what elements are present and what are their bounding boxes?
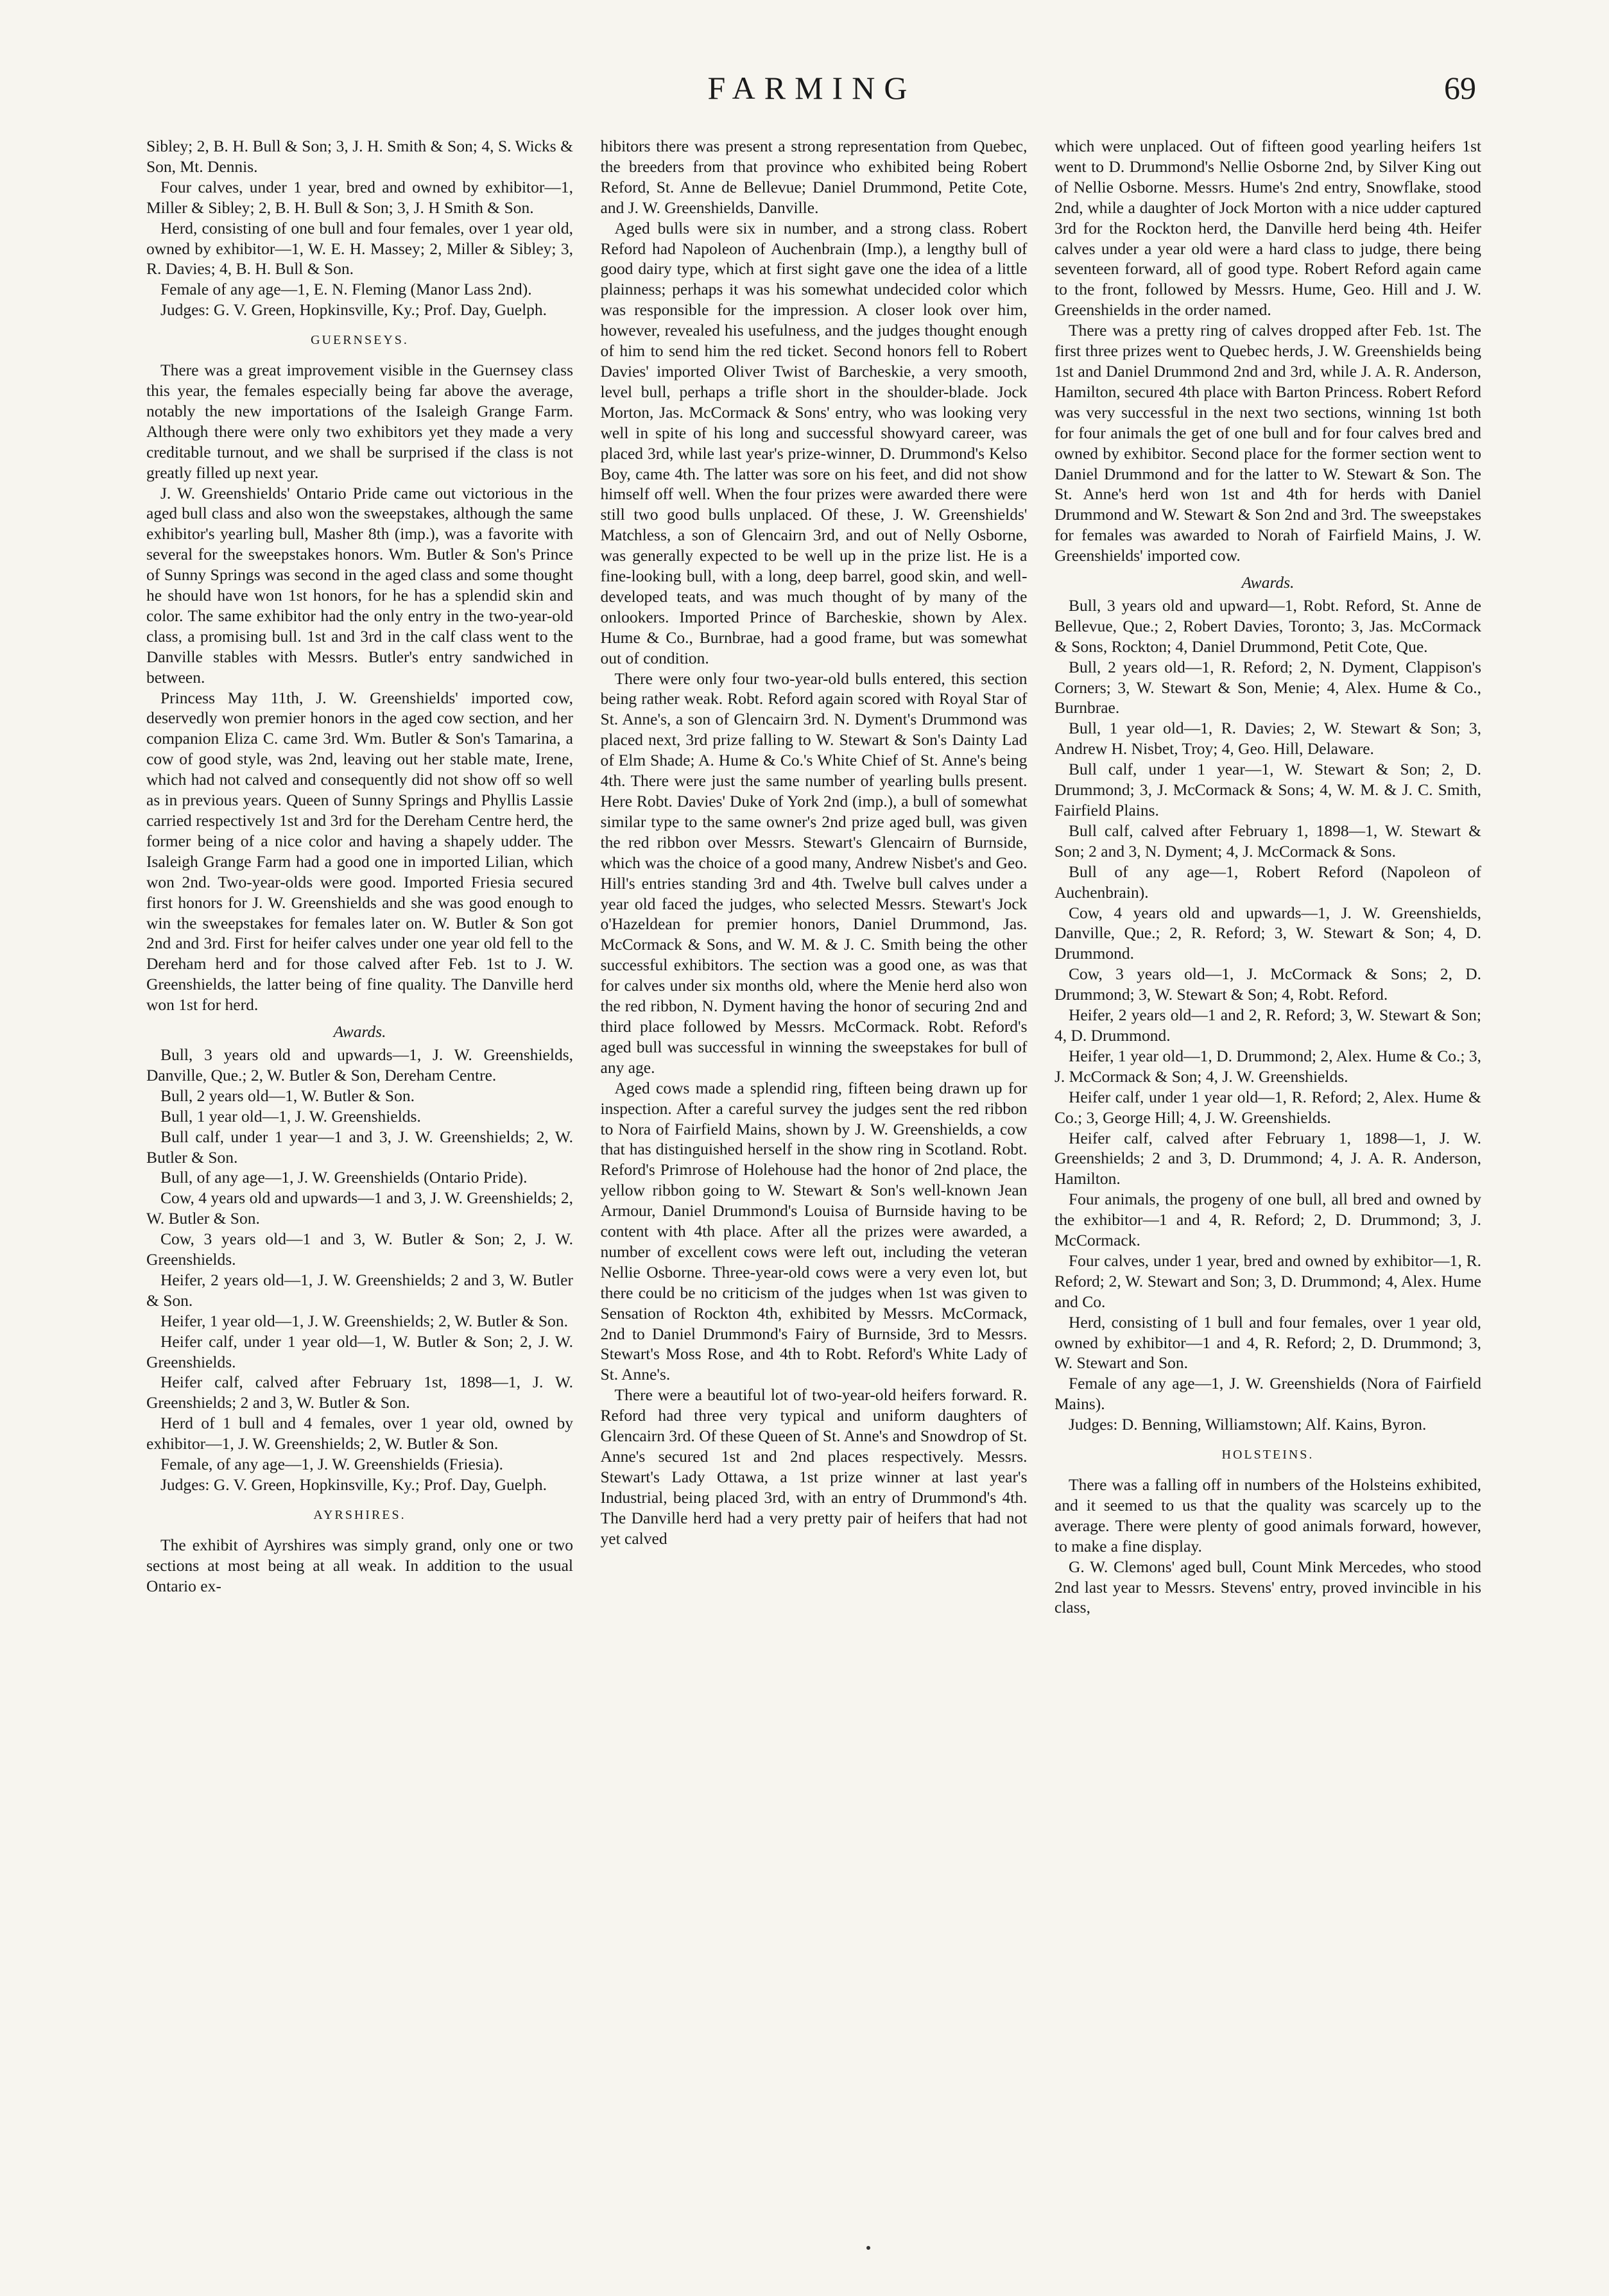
paragraph: Cow, 3 years old—1 and 3, W. Butler & Son; 2, J. W. Greenshields. xyxy=(146,1229,573,1269)
page-number: 69 xyxy=(1444,70,1476,106)
paragraph: Heifer calf, calved after February 1st, 1898—1, J. W. Greenshields; 2 and 3, W. Butler & Son. xyxy=(146,1373,573,1412)
paragraph: Heifer calf, under 1 year old—1, W. Butler & Son; 2, J. W. Greenshields. xyxy=(146,1332,573,1371)
section-heading: HOLSTEINS. xyxy=(1221,1448,1314,1462)
column-left xyxy=(146,136,573,2209)
paragraph: Bull calf, under 1 year—1, W. Stewart & Son; 2, D. Drummond; 3, J. McCormack & Sons; 4, W. M. & J. C. Smith, Fairfield Plains. xyxy=(1054,760,1481,819)
paragraph: Four calves, under 1 year, bred and owned by exhibitor—1, R. Reford; 2, W. Stewart and Son; 3, D. Drummond; 4, Alex. Hume and Co. xyxy=(1054,1251,1481,1311)
paragraph: Princess May 11th, J. W. Greenshields' imported cow, deservedly won premier honors in the aged cow section, and her companion Eliza C. came 3rd. Wm. Butler & Son's Tamarina, a cow of good style, was 2nd, leaving out her stable mate, Irene, which had not calved and consequently did not show off so well as in previous years. Queen of Sunny Springs and Phyllis Lassie carried respectively 1st and 3rd for the Dereham Centre herd, the former being of a nice color and having a shapely udder. The Isaleigh Grange Farm had a good one in imported Lilian, which won 2nd. Two-year-olds were good. Imported Friesia secured first honors for J. W. Greenshields and she was good enough to win the sweepstakes for females later on. W. Butler & Son got 2nd and 3rd. First for heifer calves under one year old fell to the Dereham herd and for those calved after Feb. 1st to J. W. Greenshields, the latter being of fine quality. The Danville herd won 1st for herd. xyxy=(146,688,573,1015)
paragraph: There was a pretty ring of calves dropped after Feb. 1st. The first three prizes went to Quebec herds, J. W. Greenshields being 1st and Daniel Drummond 2nd and 3rd, while J. A. R. Anderson, Hamilton, secured 4th place with Barton Princess. Robert Reford was very successful in the next two sections, winning 1st both for four animals the get of one bull and for four calves bred and owned by exhibitor. Second place for the former section went to Daniel Drummond and for the latter to W. Stewart & Son. The St. Anne's herd won 1st and 4th for herds with Daniel Drummond and W. Stewart & Son 2nd and 3rd. The sweepstakes for females was awarded to Norah of Fairfield Mains, J. W. Greenshields' imported cow. xyxy=(1054,321,1481,565)
paragraph: Female of any age—1, E. N. Fleming (Manor Lass 2nd). xyxy=(160,280,532,299)
paragraph: Herd, consisting of 1 bull and four females, over 1 year old, owned by exhibitor—1 and 4, R. Reford; 2, D. Drummond; 3, W. Stewart and Son. xyxy=(1054,1312,1481,1373)
paragraph: There was a great improvement visible in the Guernsey class this year, the females especially being far above the average, notably the new importations of the Isaleigh Grange Farm. Although there were only two exhibitors yet they made a very creditable turnout, and we shall be surprised if the class is not greatly filled up next year. xyxy=(146,361,573,482)
running-head xyxy=(148,69,1476,114)
paragraph: Aged cows made a splendid ring, fifteen being drawn up for inspection. After a careful survey the judges sent the red ribbon to Nora of Fairfield Mains, shown by J. W. Greenshields, a cow that has distinguished herself in the show ring in Scotland. Robt. Reford's Primrose of Holehouse had the honor of 2nd place, the yellow ribbon going to W. Stewart & Son's well-known Jean Armour, Daniel Drummond's Louisa of Burnside having to be content with 4th place. After all the prizes were awarded, a number of excellent cows were left out, including the veteran Nellie Osborne. Three-year-old cows were a very even lot, but there could be no criticism of the judges when 1st was given to Sensation of Rockton 4th, exhibited by Messrs. McCormack, 2nd to Daniel Drummond's Fairy of Burnside, 3rd to Messrs. Stewart's Moss Rose, and 4th to Robt. Reford's White Lady of St. Anne's. xyxy=(600,1078,1028,1384)
paragraph: Judges: D. Benning, Williamstown; Alf. Kains, Byron. xyxy=(1069,1415,1427,1434)
paragraph: Four animals, the progeny of one bull, all bred and owned by the exhibitor—1 and 4, R. Reford; 2, D. Drummond; 3, J. McCormack. xyxy=(1054,1190,1481,1250)
paragraph: Heifer, 1 year old—1, J. W. Greenshields; 2, W. Butler & Son. xyxy=(160,1311,568,1330)
paragraph: Female of any age—1, J. W. Greenshields (Nora of Fairfield Mains). xyxy=(1054,1374,1481,1414)
paragraph: Cow, 4 years old and upwards—1, J. W. Greenshields, Danville, Que.; 2, R. Reford; 3, W. Stewart & Son; 4, D. Drummond. xyxy=(1054,903,1481,963)
paragraph: G. W. Clemons' aged bull, Count Mink Mercedes, who stood 2nd last year to Messrs. Stevens' entry, proved invincible in his class, xyxy=(1054,1557,1481,1617)
section-heading: AYRSHIRES. xyxy=(313,1507,406,1522)
paragraph: Heifer, 2 years old—1 and 2, R. Reford; 3, W. Stewart & Son; 4, D. Drummond. xyxy=(1054,1006,1481,1045)
column-middle xyxy=(601,136,1028,2209)
text-columns xyxy=(146,136,1481,2209)
paragraph: Bull, 2 years old—1, W. Butler & Son. xyxy=(160,1086,415,1105)
paragraph: Bull, 3 years old and upwards—1, J. W. Greenshields, Danville, Que.; 2, W. Butler & Son, Dereham Centre. xyxy=(146,1045,573,1084)
paragraph: There were only four two-year-old bulls entered, this section being rather weak. Robt. Reford again scored with Royal Star of St. Anne's, a son of Glencairn 3rd. N. Dyment's Drummond was placed next, 3rd prize falling to W. Stewart & Son's Dainty Lad of Elm Shade; A. Hume & Co.'s White Chief of St. Anne's being 4th. There were just the same number of yearling bulls present. Here Robt. Davies' Duke of York 2nd (imp.), a bull of somewhat similar type to the same owner's 2nd prize aged bull, was given the red ribbon over Messrs. Stewart's Glencairn of Burnside, which was the choice of a good many, Andrew Nisbet's and Geo. Hill's entries standing 3rd and 4th. Twelve bull calves under a year old faced the judges, who selected Messrs. Stewart's Jock o'Hazeldean for premier honors, Daniel Drummond, Jas. McCormack & Sons, and W. M. & J. C. Smith being the other successful exhibitors. The section was a good one, as was that for calves under six months old, where the Menie herd also won the red ribbon, N. Dyment having the honor of securing 2nd and third place followed by Messrs. McCormack. Robt. Reford's aged bull was successful in winning the sweepstakes for bull of any age. xyxy=(600,669,1028,1077)
awards-subheading: Awards. xyxy=(333,1022,386,1041)
continued-paragraph: hibitors there was present a strong representation from Quebec, the breeders from that province who exhibited being Robert Reford, St. Anne de Bellevue; Daniel Drummond, Petite Cote, and J. W. Greenshields, Danville. xyxy=(600,137,1028,217)
paragraph: Bull, 2 years old—1, R. Reford; 2, N. Dyment, Clappison's Corners; 3, W. Stewart & Son, Menie; 4, Alex. Hume & Co., Burnbrae. xyxy=(1054,657,1481,717)
paragraph: Heifer calf, under 1 year old—1, R. Reford; 2, Alex. Hume & Co.; 3, George Hill; 4, J. W. Greenshields. xyxy=(1054,1087,1481,1127)
awards-subheading: Awards. xyxy=(1241,573,1295,592)
paragraph: There was a falling off in numbers of the Holsteins exhibited, and it seemed to us that the quality was scarcely up to the average. There were plenty of good animals forward, however, to make a fine display. xyxy=(1054,1475,1481,1555)
paragraph: Heifer, 1 year old—1, D. Drummond; 2, Alex. Hume & Co.; 3, J. McCormack & Son; 4, J. W. Greenshields. xyxy=(1054,1046,1481,1086)
paragraph: Cow, 3 years old—1, J. McCormack & Sons; 2, D. Drummond; 3, W. Stewart & Son; 4, Robt. Reford. xyxy=(1054,964,1481,1004)
printer-mark xyxy=(866,2246,870,2250)
paragraph: Female, of any age—1, J. W. Greenshields (Friesia). xyxy=(160,1455,503,1474)
paragraph: Aged bulls were six in number, and a strong class. Robert Reford had Napoleon of Auchenbrain (Imp.), a lengthy bull of good dairy type, which at first sight gave one the idea of a little plainness; perhaps it was his somewhat undecided color which was responsible for the impression. A closer look over him, however, revealed his usefulness, and the judges thought enough of him to send him the red ticket. Second honors fell to Robert Davies' imported Oliver Twist of Barcheskie, a very smooth, level bull, perhaps a trifle short in the shoulder-blade. Jock Morton, Jas. McCormack & Sons' entry, who was looking very well in spite of his long and successful showyard career, was placed 3rd, while last year's prize-winner, D. Drummond's Kelso Boy, came 4th. The latter was sore on his feet, and did not show himself off well. When the four prizes were awarded there were still two good bulls unplaced. Of these, J. W. Greenshields' Matchless, a son of Glencairn 3rd, and out of Nelly Osborne, was generally expected to be well up in the prize list. He is a fine-looking bull, with a long, deep barrel, good skin, and well-developed teats, and was much thought of by many of the onlookers. Imported Prince of Barcheskie, shown by Alex. Hume & Co., Burnbrae, had a good frame, but was somewhat out of condition. xyxy=(600,218,1028,667)
paragraph: There were a beautiful lot of two-year-old heifers forward. R. Reford had three very typical and uniform daughters of Glencairn 3rd. Of these Queen of St. Anne's and Snowdrop of St. Anne's secured 1st and 2nd places respectively. Messrs. Stewart's Lady Ottawa, a 1st prize winner at last year's Industrial, being placed 3rd, with an entry of Drummond's 4th. The Danville herd had a very pretty pair of heifers that had not yet calved xyxy=(600,1385,1028,1548)
running-title: FARMING xyxy=(707,70,916,106)
paragraph: Bull calf, under 1 year—1 and 3, J. W. Greenshields; 2, W. Butler & Son. xyxy=(146,1127,573,1167)
paragraph: J. W. Greenshields' Ontario Pride came out victorious in the aged bull class and also won the sweepstakes, although the same exhibitor's yearling bull, Masher 8th (imp.), was a favorite with several for the sweepstakes honors. Wm. Butler & Son's Prince of Sunny Springs was second in the aged class and some thought he should have won 1st honors, for he has a splendid skin and color. The same exhibitor had the only entry in the two-year-old class, a promising bull. 1st and 3rd in the calf class went to the Danville stables with Messrs. Butler's entry sandwiched in between. xyxy=(146,483,573,687)
paragraph: Herd of 1 bull and 4 females, over 1 year old, owned by exhibitor—1, J. W. Greenshields; 2, W. Butler & Son. xyxy=(146,1414,573,1453)
column-right xyxy=(1054,136,1481,2209)
paragraph: The exhibit of Ayrshires was simply grand, only one or two sections at most being at all weak. In addition to the usual Ontario ex- xyxy=(146,1535,573,1595)
paragraph: Bull, 1 year old—1, R. Davies; 2, W. Stewart & Son; 3, Andrew H. Nisbet, Troy; 4, Geo. Hill, Delaware. xyxy=(1054,719,1481,758)
paragraph: Judges: G. V. Green, Hopkinsville, Ky.; Prof. Day, Guelph. xyxy=(160,1475,547,1494)
paragraph: Judges: G. V. Green, Hopkinsville, Ky.; Prof. Day, Guelph. xyxy=(160,300,547,320)
paragraph: Cow, 4 years old and upwards—1 and 3, J. W. Greenshields; 2, W. Butler & Son. xyxy=(146,1188,573,1228)
paragraph: Bull calf, calved after February 1, 1898—1, W. Stewart & Son; 2 and 3, N. Dyment; 4, J. McCormack & Sons. xyxy=(1054,821,1481,861)
continued-paragraph: Sibley; 2, B. H. Bull & Son; 3, J. H. Smith & Son; 4, S. Wicks & Son, Mt. Dennis. xyxy=(146,137,573,176)
continued-paragraph: which were unplaced. Out of fifteen good yearling heifers 1st went to D. Drummond's Nellie Osborne 2nd, by Silver King out of Nellie Osborne. Messrs. Hume's 2nd entry, Snowflake, stood 2nd, while a daughter of Jock Morton with a nice udder captured 3rd for the Rockton herd, the Danville herd being 4th. Heifer calves under a year old were a hard class to judge, there being seventeen forward, all of good type. Robert Reford again came to the front, followed by Messrs. Hume, Geo. Hill and J. W. Greenshields in the order named. xyxy=(1054,137,1481,320)
paragraph: Bull of any age—1, Robert Reford (Napoleon of Auchenbrain). xyxy=(1054,862,1481,902)
paragraph: Bull, 1 year old—1, J. W. Greenshields. xyxy=(160,1106,421,1126)
paragraph: Bull, 3 years old and upward—1, Robt. Reford, St. Anne de Bellevue, Que.; 2, Robert Davies, Toronto; 3, Jas. McCormack & Sons, Rockton; 4, Daniel Drummond, Petit Cote, Que. xyxy=(1054,595,1481,656)
paragraph: Four calves, under 1 year, bred and owned by exhibitor—1, Miller & Sibley; 2, B. H. Bull & Son; 3, J. H Smith & Son. xyxy=(146,177,573,217)
paragraph: Heifer calf, calved after February 1, 1898—1, J. W. Greenshields; 2 and 3, D. Drummond; 4, J. A. R. Anderson, Hamilton. xyxy=(1054,1128,1481,1188)
paragraph: Herd, consisting of one bull and four females, over 1 year old, owned by exhibitor—1, W. E. H. Massey; 2, Miller & Sibley; 3, R. Davies; 4, B. H. Bull & Son. xyxy=(146,218,573,278)
paragraph: Bull, of any age—1, J. W. Greenshields (Ontario Pride). xyxy=(160,1168,528,1187)
section-heading: GUERNSEYS. xyxy=(311,333,409,348)
paragraph: Heifer, 2 years old—1, J. W. Greenshields; 2 and 3, W. Butler & Son. xyxy=(146,1270,573,1310)
